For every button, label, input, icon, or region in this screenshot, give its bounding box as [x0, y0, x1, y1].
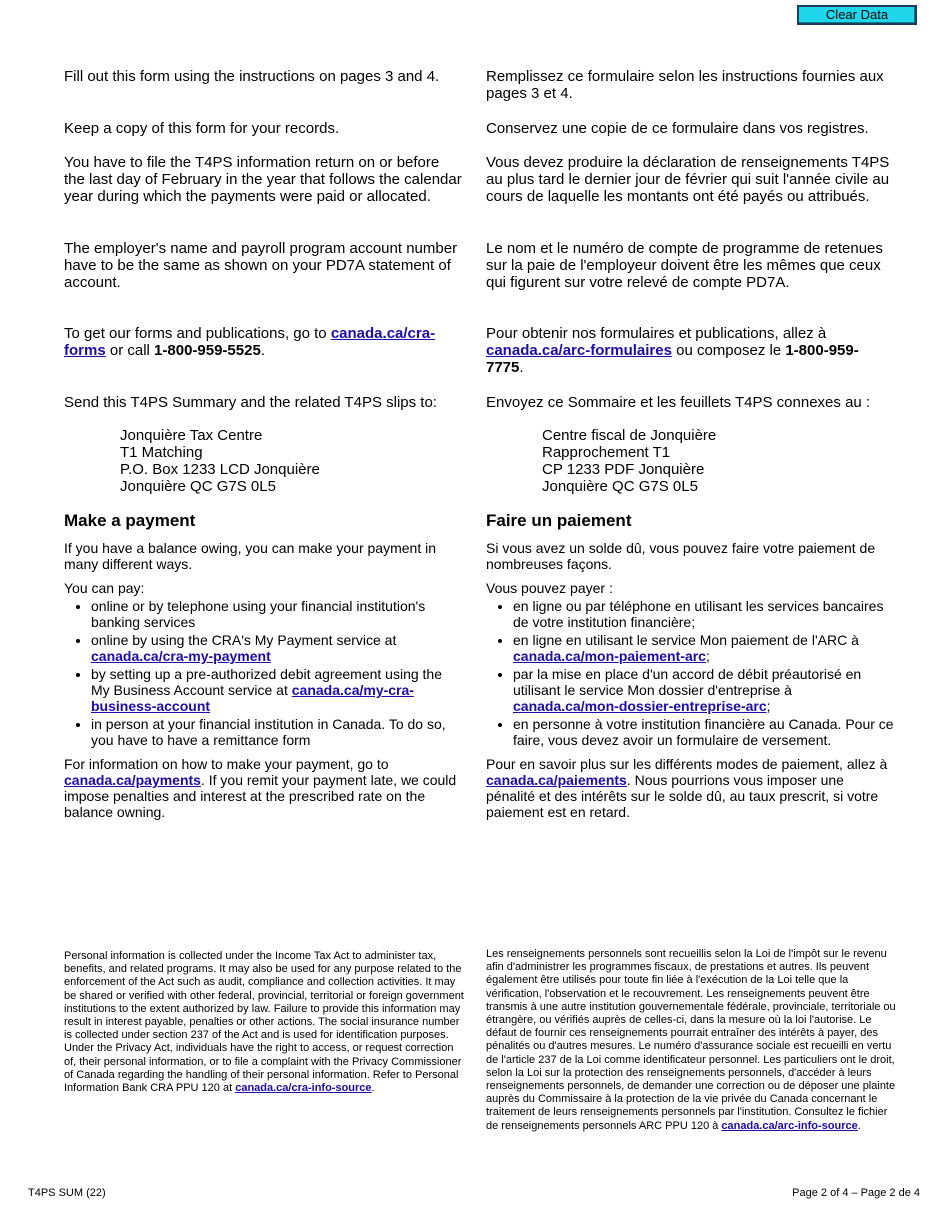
- forms-publications-text-fr: Pour obtenir nos formulaires et publications, allez à canada.ca/arc-formulaires ou composez le 1-800-959-7775.: [486, 325, 859, 376]
- phone-number-fr: 1-800-959-7775: [486, 342, 859, 376]
- list-item: • online by using the CRA's My Payment service at canada.ca/cra-my-payment: [91, 632, 464, 664]
- instructions-text-fr: Remplissez ce formulaire selon les instructions fournies aux pages 3 et 4.: [486, 68, 884, 102]
- list-item: • online or by telephone using your financial institution's banking services: [91, 598, 464, 630]
- you-can-pay-text: You can pay:: [64, 580, 145, 596]
- make-payment-heading: Make a payment: [64, 511, 196, 530]
- employer-name-text-fr: Le nom et le numéro de compte de programme de retenues sur la paie de l'employeur doivent être les mêmes que ceux qui figurent sur votre relevé de compte PD7A.: [486, 240, 883, 291]
- list-item: • in person at your financial institution in Canada. To do so, you have to have a remittance form: [91, 716, 464, 748]
- send-to-text-fr: Envoyez ce Sommaire et les feuillets T4PS connexes au :: [486, 394, 871, 411]
- list-item: • en ligne ou par téléphone en utilisant les services bancaires de votre institution financière;: [513, 598, 896, 630]
- payment-intro-text: If you have a balance owing, you can make your payment in many different ways.: [64, 540, 436, 572]
- instructions-text: Fill out this form using the instructions on pages 3 and 4.: [64, 68, 440, 85]
- mailing-address-fr: Centre fiscal de Jonquière Rapprochement T1 CP 1233 PDF Jonquière Jonquière QC G7S 0L5: [542, 427, 717, 495]
- list-item: • by setting up a pre-authorized debit agreement using the My Business Account service at canada.ca/my-cra-business-account: [91, 666, 464, 714]
- you-can-pay-text-fr: Vous pouvez payer :: [486, 580, 613, 596]
- page-number: Page 2 of 4 – Page 2 de 4: [792, 1187, 920, 1199]
- filing-deadline-text: You have to file the T4PS information return on or before the last day of February in the year that follows the calendar year during which the payments were paid or allocated.: [64, 154, 462, 205]
- phone-number: 1-800-959-5525: [154, 342, 261, 359]
- mon-dossier-entreprise-link[interactable]: canada.ca/mon-dossier-entreprise-arc: [513, 698, 767, 714]
- list-item: • en personne à votre institution financière au Canada. Pour ce faire, vous devez avoir un formulaire de versement.: [513, 716, 896, 748]
- make-payment-heading-fr: Faire un paiement: [486, 511, 632, 530]
- payment-options-list: [64, 598, 464, 750]
- clear-data-button[interactable]: Clear Data: [797, 5, 917, 25]
- employer-name-text: The employer's name and payroll program account number have to be the same as shown on your PD7A statement of account.: [64, 240, 458, 291]
- arc-formulaires-link[interactable]: canada.ca/arc-formulaires: [486, 342, 672, 359]
- payments-link[interactable]: canada.ca/payments: [64, 772, 201, 788]
- payment-info-text-fr: Pour en savoir plus sur les différents modes de paiement, allez à canada.ca/paiements. Nous pourrions vous imposer une pénalité et des intérêts sur le solde dû, au taux prescrit, si votre paiement est en retard.: [486, 756, 888, 820]
- payment-info-text: For information on how to make your payment, go to canada.ca/payments. If you remit your payment late, we could impose penalties and interest at the prescribed rate on the balance owning.: [64, 756, 457, 820]
- list-item: • par la mise en place d'un accord de débit préautorisé en utilisant le service Mon dossier d'entreprise à canada.ca/mon-dossier-entreprise-arc;: [513, 666, 896, 714]
- list-item: • en ligne en utilisant le service Mon paiement de l'ARC à canada.ca/mon-paiement-arc;: [513, 632, 896, 664]
- privacy-notice-fr: Les renseignements personnels sont recueillis selon la Loi de l'impôt sur le revenu afin d'administrer les programmes fiscaux, de prestations et autres. Ils peuvent également être utilisés pour toute fin liée à l'exécution de la Loi telle que la vérification, l'observation et le recouvrement. Les renseignements peuvent être transmis à une autre institution gouvernementale fédérale, provinciale, territoriale ou étrangère, ou vérifiés auprès de celles-ci, dans la mesure où la loi l'autorise. Le défaut de fournir ces renseignements pourrait entraîner des intérêts à payer, des pénalités ou d'autres mesures. Le numéro d'assurance sociale est recueilli en vertu de l'article 237 de la Loi comme identificateur personnel. Les particuliers ont le droit, selon la Loi sur la protection des renseignements personnels, d'accéder à leurs renseignements personnels, de demander une correction ou de déposer une plainte auprès du Commissaire à la protection de la vie privée du Canada concernant le traitement de leurs renseignements personnels par l'institution. Consultez le fichier de renseignements personnels ARC PPU 120 à canada.ca/arc-info-source.: [486, 948, 896, 1132]
- paiements-link[interactable]: canada.ca/paiements: [486, 772, 627, 788]
- payment-options-list-fr: [486, 598, 896, 750]
- mon-paiement-arc-link[interactable]: canada.ca/mon-paiement-arc: [513, 648, 706, 664]
- privacy-notice: Personal information is collected under the Income Tax Act to administer tax, benefits, and related programs. It may also be used for any purpose related to the enforcement of the Act such as audit, compliance and collection activities. It may be shared or verified with other federal, provincial, territorial or foreign government institutions to the extent authorized by law. Failure to provide this information may result in interest payable, penalties or other actions. The social insurance number is collected under section 237 of the Act and is used for identification purposes. Under the Privacy Act, individuals have the right to access, or request correction of, their personal information, or to file a complaint with the Privacy Commissioner of Canada regarding the handling of their personal information. Refer to Personal Information Bank CRA PPU 120 at canada.ca/cra-info-source.: [64, 950, 464, 1095]
- keep-copy-text-fr: Conservez une copie de ce formulaire dans vos registres.: [486, 120, 869, 137]
- send-to-text: Send this T4PS Summary and the related T4PS slips to:: [64, 394, 437, 411]
- forms-publications-text: To get our forms and publications, go to canada.ca/cra-forms or call 1-800-959-5525.: [64, 325, 436, 359]
- payment-intro-text-fr: Si vous avez un solde dû, vous pouvez faire votre paiement de nombreuses façons.: [486, 540, 876, 572]
- cra-my-payment-link[interactable]: canada.ca/cra-my-payment: [91, 648, 271, 664]
- form-identifier: T4PS SUM (22): [28, 1187, 106, 1199]
- cra-forms-link[interactable]: canada.ca/cra-forms: [64, 325, 436, 359]
- keep-copy-text: Keep a copy of this form for your records.: [64, 120, 340, 137]
- cra-info-source-link[interactable]: canada.ca/cra-info-source: [235, 1082, 372, 1095]
- arc-info-source-link[interactable]: canada.ca/arc-info-source: [721, 1119, 858, 1132]
- filing-deadline-text-fr: Vous devez produire la déclaration de renseignements T4PS au plus tard le dernier jour de février qui suit l'année civile au cours de laquelle les montants ont été payés ou attribués.: [486, 154, 890, 205]
- my-business-account-link[interactable]: canada.ca/my-cra-business-account: [91, 682, 414, 714]
- mailing-address: Jonquière Tax Centre T1 Matching P.O. Box 1233 LCD Jonquière Jonquière QC G7S 0L5: [120, 427, 320, 495]
